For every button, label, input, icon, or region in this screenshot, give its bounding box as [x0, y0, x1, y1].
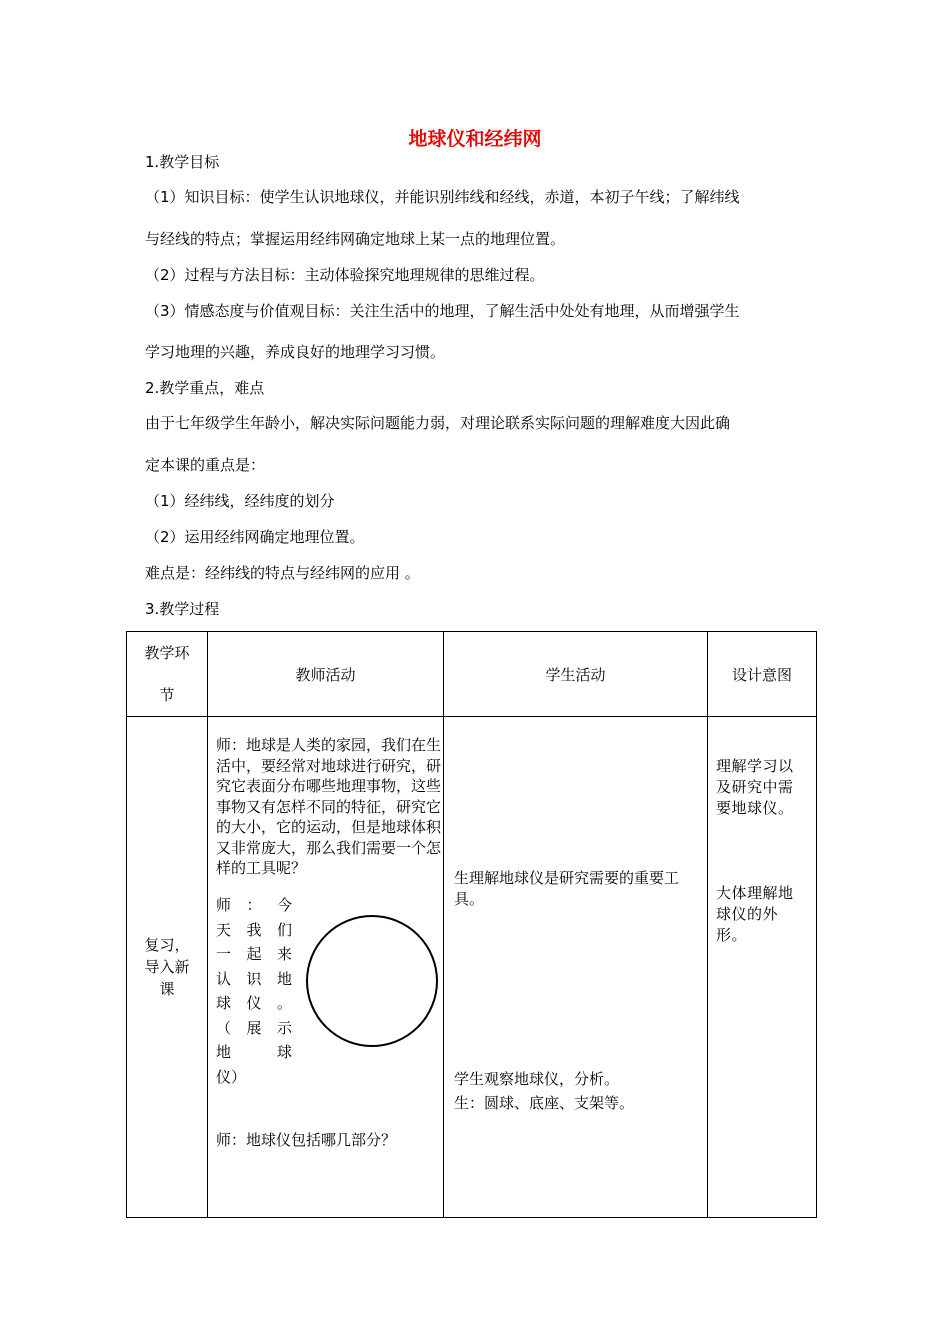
teacher-narrow-line: 一 起 来	[216, 945, 292, 963]
student-text: 学生观察地球仪，分析。	[454, 1070, 620, 1088]
header-teacher: 教师活动	[208, 632, 444, 717]
paragraph-line: 难点是：经纬线的特点与经纬网的应用 。	[145, 564, 420, 582]
stage-line: 复习，	[144, 936, 190, 954]
stage-line: 导入新	[144, 958, 190, 976]
student-text: 生理解地球仪是研究需要的重要工具。	[454, 869, 680, 908]
table-row	[127, 717, 817, 1218]
teacher-narrow-line: 认 识 地	[216, 969, 292, 988]
teacher-question-text: 师：地球仪包括哪几部分？	[216, 1131, 397, 1149]
globe-circle-figure	[304, 913, 440, 1049]
header-stage-line: 节	[159, 686, 175, 704]
paragraph-line: 定本课的重点是：	[145, 456, 266, 474]
design-text: 理解学习以及研究中需要地球仪。	[716, 757, 794, 817]
section-heading-objectives: 1.教学目标	[145, 153, 220, 171]
header-student: 学生活动	[444, 632, 708, 717]
paragraph-line: 与经线的特点；掌握运用经纬网确定地球上某一点的地理位置。	[145, 230, 566, 248]
paragraph-line: 学习地理的兴趣，养成良好的地理学习习惯。	[145, 343, 446, 361]
header-design: 设计意图	[708, 632, 817, 717]
paragraph-line: （2）运用经纬网确定地理位置。	[145, 528, 365, 546]
student-activity-cell	[444, 717, 708, 1218]
section-heading-key-points: 2.教学重点，难点	[145, 379, 265, 397]
paragraph-line: 由于七年级学生年龄小，解决实际问题能力弱，对理论联系实际问题的理解难度大因此确	[145, 414, 731, 432]
teacher-narrow-line: 球 仪 。	[216, 994, 292, 1012]
teacher-activity-cell	[208, 717, 444, 1218]
teacher-narrow-line: 天 我 们	[216, 920, 292, 939]
teaching-process-table	[126, 631, 817, 1218]
stage-line: 课	[159, 980, 175, 998]
paragraph-line: （3）情感态度与价值观目标：关注生活中的地理，了解生活中处处有地理，从而增强学生	[145, 302, 740, 320]
teacher-narrow-line: 师 ： 今	[216, 896, 292, 914]
paragraph-line: （1）知识目标：使学生认识地球仪，并能识别纬线和经线，赤道，本初子午线；了解纬线	[145, 188, 740, 206]
paragraph-line: （2）过程与方法目标：主动体验探究地理规律的思维过程。	[145, 266, 545, 284]
header-stage-line: 教学环	[144, 644, 190, 662]
section-heading-process: 3.教学过程	[145, 600, 220, 618]
student-text: 生：圆球、底座、支架等。	[454, 1094, 635, 1112]
design-text: 大体理解地球仪的外形。	[716, 884, 794, 944]
teacher-narrow-line: 地 球	[216, 1043, 292, 1061]
teacher-narrow-line: （ 展 示	[216, 1018, 292, 1037]
page-title: 地球仪和经纬网	[408, 128, 542, 150]
header-stage	[127, 632, 208, 717]
paragraph-line: （1）经纬线，经纬度的划分	[145, 492, 335, 510]
teacher-intro-text: 师：地球是人类的家园，我们在生活中，要经常对地球进行研究，研究它表面分布哪些地理事物，这些事物又有怎样不同的特征，研究它的大小，它的运动，但是地球体积又非常庞大，那么我们需要一个怎样的工具呢？	[216, 736, 442, 877]
table-header-row	[127, 632, 817, 717]
stage-cell	[127, 717, 208, 1218]
teacher-narrow-line: 仪）	[216, 1067, 247, 1086]
design-intent-cell	[708, 717, 817, 1218]
